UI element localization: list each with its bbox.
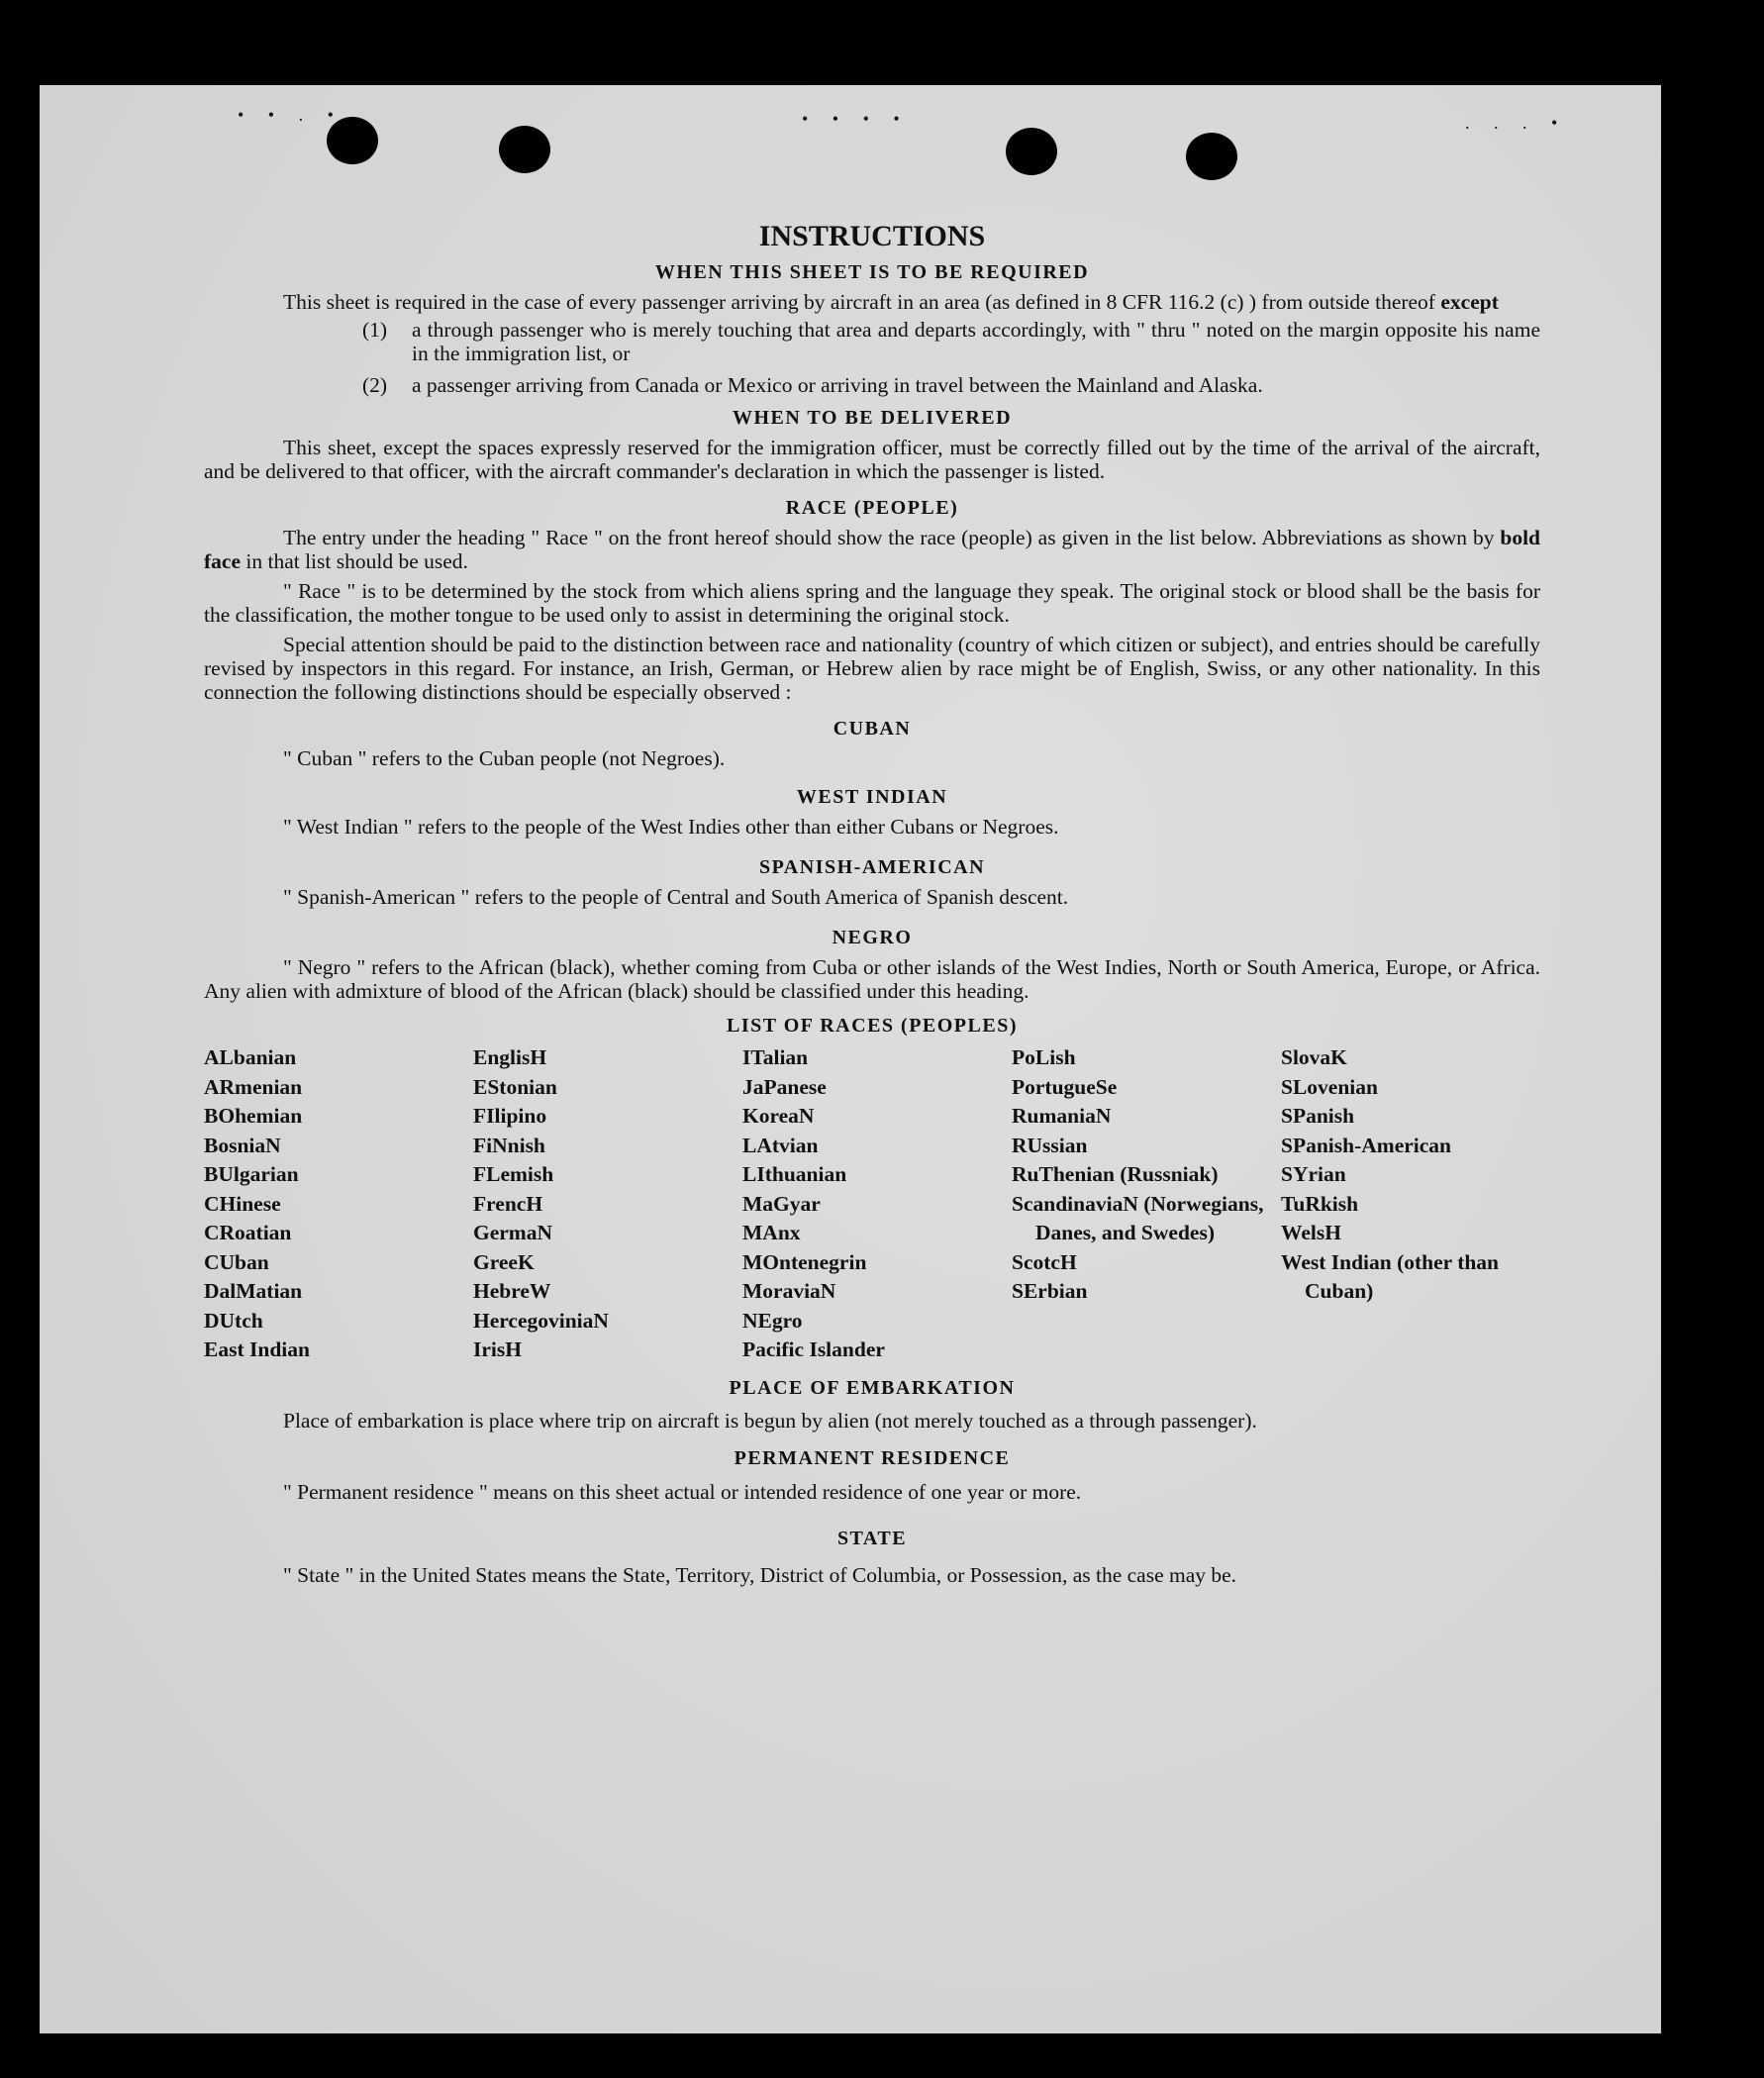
item-text: a through passenger who is merely touching that area and departs accordingly, with " thru " noted on the margin opposite his name in the immigration list, or xyxy=(412,318,1540,365)
when-required-intro xyxy=(204,290,1540,314)
race-entry: Pacific Islander xyxy=(742,1337,885,1361)
race-entry: DUtch xyxy=(204,1308,263,1333)
race-paragraph-3: Special attention should be paid to the distinction between race and nationality (country of which citizen or subject), and entries should be carefully revised by inspectors in this regard. For instance, an Irish, German, or Hebrew alien by race might be of English, Swiss, or any other nationality. In this connection the following distinctions should be especially observed : xyxy=(204,633,1540,704)
cuban-text: " Cuban " refers to the Cuban people (not Negroes). xyxy=(283,746,726,770)
races-column xyxy=(1281,1043,1540,1365)
race-p1-bold: bold face xyxy=(204,526,1540,573)
race-entry: LIthuanian xyxy=(742,1162,847,1186)
race-entry: IrisH xyxy=(473,1337,522,1361)
race-entry: SYrian xyxy=(1281,1162,1346,1186)
punch-hole-4 xyxy=(1186,133,1237,180)
instructions-content xyxy=(204,220,1540,1590)
heading-permanent-residence: PERMANENT RESIDENCE xyxy=(734,1446,1011,1469)
heading-cuban: CUBAN xyxy=(833,718,912,740)
race-entry: ScotcH xyxy=(1012,1249,1077,1274)
list-item xyxy=(362,318,1540,365)
race-entry: FiNnish xyxy=(473,1133,545,1157)
race-paragraph-2: " Race " is to be determined by the stock from which aliens spring and the language they speak. The original stock or blood shall be the basis for the classification, the mother tongue to be used only to assist in determining the original stock. xyxy=(204,579,1540,627)
when-delivered-text: This sheet, except the spaces expressly reserved for the immigration officer, must be correctly filled out by the time of the arrival of the aircraft, and be delivered to that officer, with the aircraft commander's declaration in which the passenger is listed. xyxy=(204,436,1540,483)
race-entry: FIlipino xyxy=(473,1104,547,1128)
race-entry: CHinese xyxy=(204,1191,281,1216)
race-entry: CRoatian xyxy=(204,1221,292,1244)
top-dots-left: • • . • xyxy=(238,105,343,125)
race-entry: MAnx xyxy=(742,1221,801,1244)
race-entry: MaGyar xyxy=(742,1191,821,1216)
races-column xyxy=(204,1043,473,1365)
race-entry: JaPanese xyxy=(742,1074,827,1099)
when-required-intro-text: This sheet is required in the case of every passenger arriving by aircraft in an area (as defined in 8 CFR 116.2 (c) ) from outside thereof xyxy=(283,290,1435,314)
race-entry: KoreaN xyxy=(742,1104,815,1128)
heading-list-of-races: LIST OF RACES (PEOPLES) xyxy=(726,1015,1018,1037)
punch-hole-3 xyxy=(1006,128,1057,175)
race-entry: MOntenegrin xyxy=(742,1249,867,1274)
race-entry: MoraviaN xyxy=(742,1279,836,1303)
race-entry: HercegoviniaN xyxy=(473,1308,609,1333)
page-title: INSTRUCTIONS xyxy=(758,220,986,252)
race-entry: BOhemian xyxy=(204,1104,303,1128)
race-entry: PoLish xyxy=(1012,1045,1076,1069)
when-required-intro-bold: except xyxy=(1440,290,1499,314)
heading-race: RACE (PEOPLE) xyxy=(785,497,959,519)
item-number: (2) xyxy=(362,373,388,397)
spanish-american-text: " Spanish-American " refers to the people of Central and South America of Spanish descent. xyxy=(283,885,1069,909)
race-entry: SlovaK xyxy=(1281,1045,1347,1069)
race-entry: HebreW xyxy=(473,1279,551,1303)
race-entry: ITalian xyxy=(742,1045,809,1069)
races-column xyxy=(742,1043,1012,1365)
races-column xyxy=(1012,1043,1281,1365)
race-entry: CUban xyxy=(204,1249,269,1274)
west-indian-text: " West Indian " refers to the people of the West Indies other than either Cubans or Negroes. xyxy=(283,815,1059,839)
top-dots-right: . . . • xyxy=(1465,113,1568,133)
heading-place-of-embarkation: PLACE OF EMBARKATION xyxy=(729,1376,1016,1399)
heading-west-indian: WEST INDIAN xyxy=(796,786,948,808)
item-number: (1) xyxy=(362,318,388,342)
race-entry: RUssian xyxy=(1012,1133,1088,1157)
race-entry: ScandinaviaN (Norwegians, Danes, and Swedes) xyxy=(1012,1191,1264,1244)
race-entry: FrencH xyxy=(473,1191,543,1216)
race-paragraph-1 xyxy=(204,526,1540,573)
race-entry: NEgro xyxy=(742,1308,803,1333)
race-entry: WelsH xyxy=(1281,1221,1341,1244)
race-entry: FLemish xyxy=(473,1162,554,1186)
list-item xyxy=(362,373,1540,397)
race-entry: GermaN xyxy=(473,1221,552,1244)
race-entry: LAtvian xyxy=(742,1133,819,1157)
race-entry: RumaniaN xyxy=(1012,1104,1112,1128)
race-entry: PortugueSe xyxy=(1012,1074,1118,1099)
race-entry: DalMatian xyxy=(204,1279,303,1303)
race-entry: SErbian xyxy=(1012,1279,1088,1303)
race-entry: SLovenian xyxy=(1281,1074,1378,1099)
item-text: a passenger arriving from Canada or Mexico or arriving in travel between the Mainland and Alaska. xyxy=(412,373,1263,397)
heading-negro: NEGRO xyxy=(832,927,913,948)
races-list xyxy=(204,1043,1540,1365)
race-entry: EnglisH xyxy=(473,1045,547,1069)
race-p1-text-a: The entry under the heading " Race " on the front hereof should show the race (people) as given in the list below. Abbreviations as shown by xyxy=(283,526,1495,549)
race-entry: East Indian xyxy=(204,1337,310,1361)
race-entry: TuRkish xyxy=(1281,1191,1359,1216)
race-entry: SPanish xyxy=(1281,1104,1355,1128)
race-entry: ARmenian xyxy=(204,1074,303,1099)
top-dots-center: • • • • xyxy=(802,109,910,129)
race-entry: ALbanian xyxy=(204,1045,297,1069)
permanent-residence-text: " Permanent residence " means on this sheet actual or intended residence of one year or more. xyxy=(283,1479,1082,1504)
heading-when-delivered: WHEN TO BE DELIVERED xyxy=(732,407,1013,429)
race-entry: West Indian (other than Cuban) xyxy=(1281,1249,1500,1303)
state-text: " State " in the United States means the State, Territory, District of Columbia, or Possession, as the case may be. xyxy=(283,1562,1237,1587)
race-entry: RuThenian (Russniak) xyxy=(1012,1162,1219,1186)
race-entry: BUlgarian xyxy=(204,1162,299,1186)
heading-spanish-american: SPANISH-AMERICAN xyxy=(758,856,986,878)
heading-state: STATE xyxy=(836,1527,908,1549)
race-entry: GreeK xyxy=(473,1249,535,1274)
races-column xyxy=(473,1043,742,1365)
punch-hole-2 xyxy=(499,126,550,173)
heading-when-required: WHEN THIS SHEET IS TO BE REQUIRED xyxy=(654,261,1090,283)
negro-text: " Negro " refers to the African (black), whether coming from Cuba or other islands of the West Indies, North or South America, Europe, or Africa. Any alien with admixture of blood of the African (black) should be classified under this heading. xyxy=(204,955,1540,1003)
race-entry: BosniaN xyxy=(204,1133,281,1157)
race-entry: SPanish-American xyxy=(1281,1133,1451,1157)
place-of-embarkation-text: Place of embarkation is place where trip on aircraft is begun by alien (not merely touched as a through passenger). xyxy=(283,1408,1257,1433)
race-entry: EStonian xyxy=(473,1074,557,1099)
race-p1-text-b: in that list should be used. xyxy=(245,549,468,573)
document-sheet xyxy=(40,85,1661,2033)
